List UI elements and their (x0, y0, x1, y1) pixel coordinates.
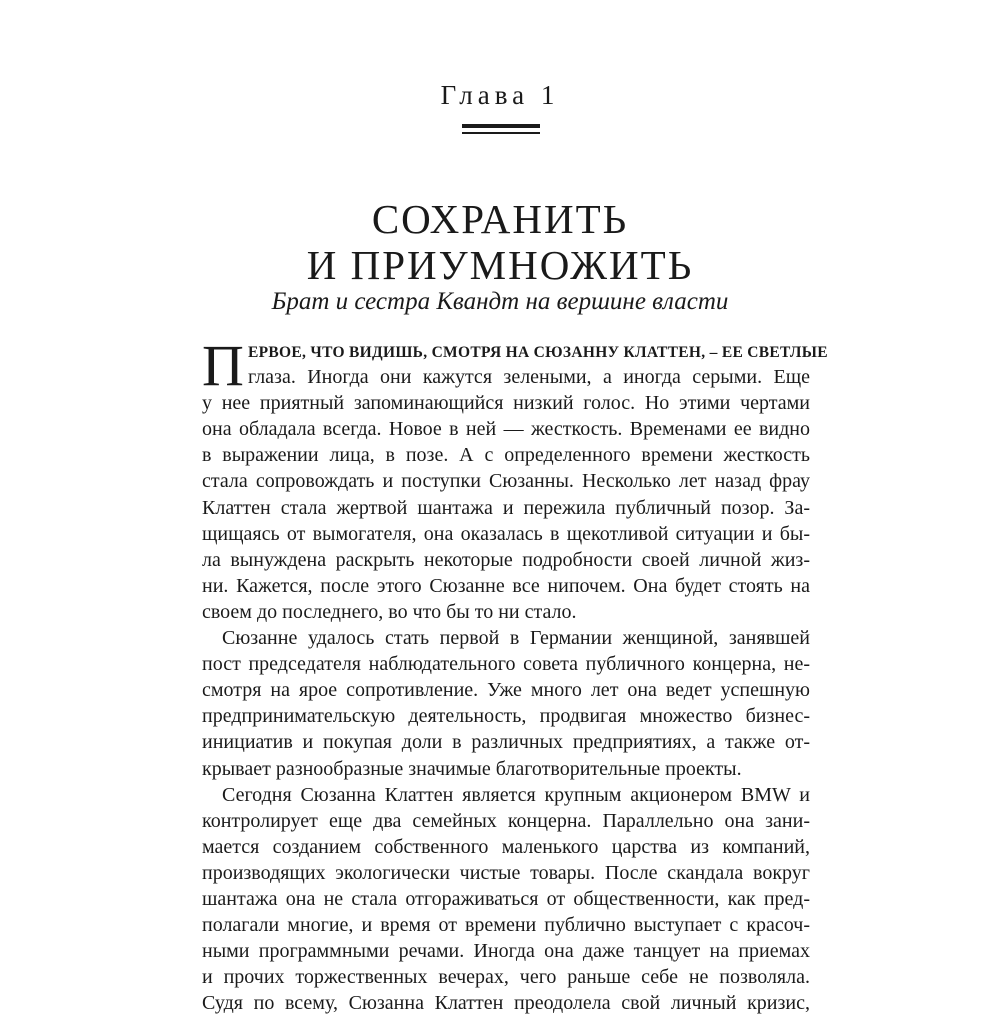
text-line: ла вынуждена раскрыть некоторые подробности своей личной жиз- (202, 548, 810, 571)
text-line: предпринимательскую деятельность, продвигая множество бизнес- (202, 705, 810, 728)
text-line: и прочих торжественных вечерах, чего раньше себе не позволяла. (202, 966, 810, 989)
chapter-label: Глава 1 (440, 80, 560, 110)
title-line-1: СОХРАНИТЬ (371, 196, 629, 242)
text-line: стала сопровождать и поступки Сюзанны. Несколько лет назад фрау (202, 470, 810, 493)
chapter-ornament-rule (462, 124, 540, 134)
text-line: пост председателя наблюдательного совета публичного концерна, не- (202, 653, 810, 676)
text-line: смотря на ярое сопротивление. Уже много лет она ведет успешную (202, 679, 810, 702)
text-line: в выражении лица, в позе. А с определенного времени жесткость (202, 444, 810, 467)
chapter-subtitle: Брат и сестра Квандт на вершине власти (271, 288, 729, 315)
text-line: инициатив и покупая доли в различных предприятиях, а также от- (202, 731, 810, 754)
text-line: шантажа она не стала отгораживаться от общественности, как пред- (202, 887, 810, 910)
text-line: крывает разнообразные значимые благотворительные проекты. (202, 757, 742, 780)
text-line: щищаясь от вымогателя, она оказалась в щекотливой ситуации и бы- (202, 522, 810, 545)
text-line: ными программными речами. Иногда она даже танцует на приемах (202, 940, 810, 963)
drop-cap: П (202, 333, 244, 398)
text-line: мается созданием собственного маленького царства из компаний, (202, 835, 810, 858)
text-line: своем до последнего, во что бы то ни стало. (202, 600, 577, 623)
first-line-caps: ЕРВОЕ, ЧТО ВИДИШЬ, СМОТРЯ НА СЮЗАННУ КЛАТТЕН, – ЕЕ СВЕТЛЫЕ (248, 344, 828, 361)
chapter-title (0, 196, 1000, 288)
text-line: Сегодня Сюзанна Клаттен является крупным акционером BMW и (222, 783, 810, 806)
text-line: у нее приятный запоминающийся низкий голос. Но этими чертами (202, 392, 810, 415)
text-line: она обладала всегда. Новое в ней — жесткость. Временами ее видно (202, 418, 810, 441)
text-line: глаза. Иногда они кажутся зелеными, а иногда серыми. Еще (248, 366, 810, 389)
text-line: Клаттен стала жертвой шантажа и пережила публичный позор. За- (202, 496, 810, 519)
text-line-first (202, 338, 828, 364)
title-line-2: И ПРИУМНОЖИТЬ (306, 242, 694, 288)
text-line: производящих экологически чистые товары. После скандала вокруг (202, 861, 810, 884)
body-text (202, 333, 828, 1016)
text-line: Сюзанне удалось стать первой в Германии женщиной, занявшей (222, 627, 810, 650)
text-line: контролирует еще два семейных концерна. Параллельно она зани- (202, 809, 810, 832)
text-line: полагали многие, и время от времени публично выступает с красоч- (202, 914, 810, 937)
text-line: ни. Кажется, после этого Сюзанне все нипочем. Она будет стоять на (202, 574, 810, 597)
text-line: Судя по всему, Сюзанна Клаттен преодолела свой личный кризис, (202, 992, 810, 1015)
